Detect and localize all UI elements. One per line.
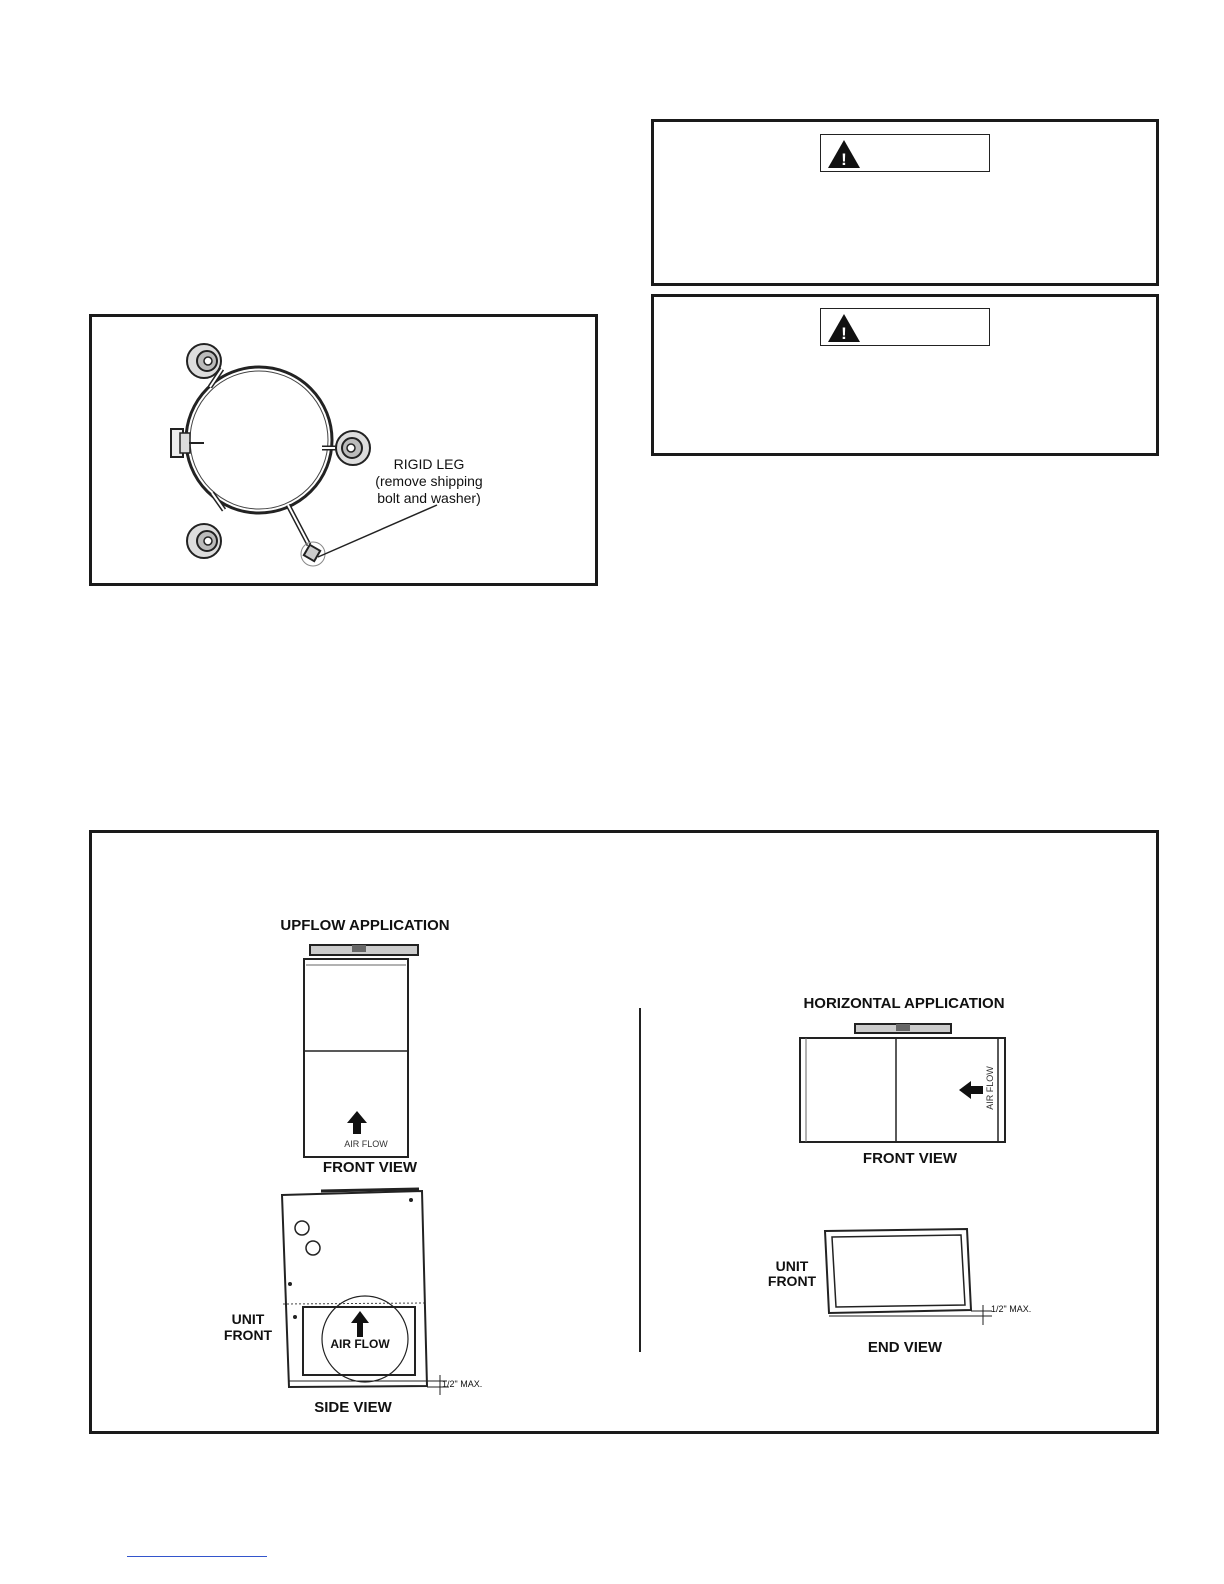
warning-tag-1 xyxy=(820,134,990,172)
footer-link-underline[interactable] xyxy=(127,1556,267,1557)
horizontal-end-view-drawing xyxy=(817,1225,1047,1335)
horizontal-unit-front-label-2: FRONT xyxy=(767,1273,817,1289)
upflow-front-air-flow-label: AIR FLOW xyxy=(344,1139,388,1149)
horizontal-title: HORIZONTAL APPLICATION xyxy=(803,995,1005,1012)
warning-triangle-icon xyxy=(827,139,861,169)
figure-divider xyxy=(639,1008,641,1352)
upflow-side-view-drawing xyxy=(277,1181,497,1396)
horizontal-unit-front-label-1: UNIT xyxy=(775,1258,809,1274)
warning-box-1 xyxy=(651,119,1159,286)
horizontal-air-flow-label: AIR FLOW xyxy=(985,1066,995,1110)
upflow-front-view-label: FRONT VIEW xyxy=(322,1159,418,1176)
rigid-leg-label: RIGID LEG xyxy=(393,456,465,472)
horizontal-front-view-drawing xyxy=(795,1021,1010,1141)
upflow-side-air-flow-label: AIR FLOW xyxy=(330,1337,390,1351)
rigid-leg-note-line1: (remove shipping xyxy=(375,473,483,489)
upflow-max-label: 1/2" MAX. xyxy=(442,1379,483,1389)
warning-tag-2 xyxy=(820,308,990,346)
horizontal-end-view-label: END VIEW xyxy=(867,1339,943,1356)
warning-box-2 xyxy=(651,294,1159,456)
orientation-figure-box xyxy=(89,830,1159,1434)
upflow-title: UPFLOW APPLICATION xyxy=(280,917,450,934)
upflow-side-view-label: SIDE VIEW xyxy=(314,1399,392,1416)
warning-triangle-icon xyxy=(827,313,861,343)
horizontal-front-view-label: FRONT VIEW xyxy=(862,1150,958,1167)
upflow-unit-front-label-2: FRONT xyxy=(223,1327,273,1343)
leg-figure-box xyxy=(89,314,598,586)
svg-text:!: ! xyxy=(841,324,847,343)
leg-assembly-drawing xyxy=(92,317,601,589)
svg-text:!: ! xyxy=(841,150,847,169)
upflow-unit-front-label-1: UNIT xyxy=(231,1311,265,1327)
horizontal-max-label: 1/2" MAX. xyxy=(991,1304,1032,1314)
upflow-front-view-drawing xyxy=(300,941,430,1156)
rigid-leg-note-line2: bolt and washer) xyxy=(377,490,481,506)
